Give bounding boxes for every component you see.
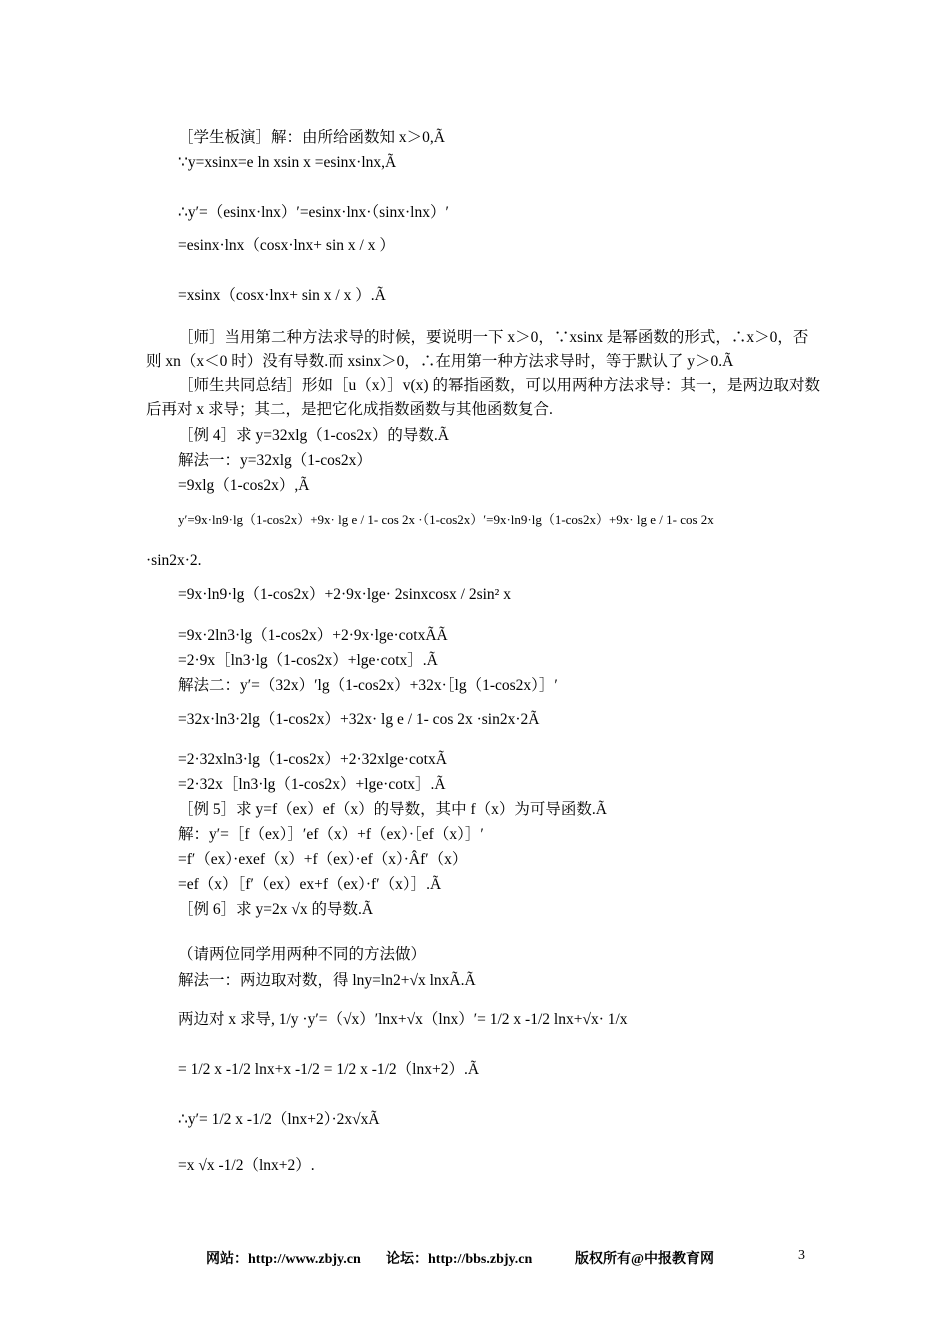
text-line: =esinx·lnx（cosx·lnx+ sin x / x ） [178,237,395,254]
text-line: =xsinx（cosx·lnx+ sin x / x ）.Ã [178,287,386,304]
text-line: 则 xn（x＜0 时）没有导数.而 xsinx＞0，∴在用第一种方法求导时，等于默认了 y＞0.Ã [146,353,734,370]
footer-site-link[interactable]: 网站：http://www.zbjy.cn [206,1252,361,1267]
text-line: =2·32xln3·lg（1-cos2x）+2·32xlge·cotxÃ [178,751,447,768]
text-line: =9x·ln9·lg（1-cos2x）+2·9x·lge· 2sinxcosx / 2sin² x [178,586,511,603]
text-line: ［例 5］求 y=f（ex）ef（x）的导数，其中 f（x）为可导函数.Ã [178,801,607,818]
text-line: （请两位同学用两种不同的方法做） [178,946,427,963]
footer-forum-link[interactable]: 论坛：http://bbs.zbjy.cn [386,1252,533,1267]
text-line: =9x·2ln3·lg（1-cos2x）+2·9x·lge·cotxÃÃ [178,627,448,644]
text-line: y′=9x·ln9·lg（1-cos2x）+9x· lg e / 1- cos 2x ·（1-cos2x）′=9x·ln9·lg（1-cos2x）+9x· lg e / 1- cos 2x [178,512,714,527]
footer-copyright: 版权所有@中报教育网 [575,1252,715,1267]
text-line: =9xlg（1-cos2x）,Ã [178,477,310,494]
text-line: =x √x -1/2（lnx+2）. [178,1157,315,1174]
text-line: ∴y′=（esinx·lnx）′=esinx·lnx·（sinx·lnx）′ [178,204,449,221]
page-number: 3 [798,1248,805,1263]
text-line: ［师］当用第二种方法求导的时候，要说明一下 x＞0，∵xsinx 是幂函数的形式，∴x＞0，否 [178,329,809,346]
text-line: =2·32x［ln3·lg（1-cos2x）+lge·cotx］.Ã [178,776,446,793]
text-line: =ef（x）［f′（ex）ex+f（ex）·f′（x）］.Ã [178,876,442,893]
text-line: 解法一：y=32xlg（1-cos2x） [178,452,372,469]
text-line: 解法一：两边取对数，得 lny=ln2+√x lnxÃ.Ã [178,972,476,989]
text-line: = 1/2 x -1/2 lnx+x -1/2 = 1/2 x -1/2（lnx+2）.Ã [178,1061,480,1078]
text-line: =32x·ln3·2lg（1-cos2x）+32x· lg e / 1- cos 2x ·sin2x·2Ã [178,711,540,728]
text-line: ∵y=xsinx=e ln xsin x =esinx·lnx,Ã [178,154,397,171]
text-line: =f′（ex）·exef（x）+f（ex）·ef（x）·Âf′（x） [178,851,468,868]
text-line: ［例 6］求 y=2x √x 的导数.Ã [178,901,374,918]
text-line: 后再对 x 求导；其二，是把它化成指数函数与其他函数复合. [146,401,553,418]
text-line: ［例 4］求 y=32xlg（1-cos2x）的导数.Ã [178,427,449,444]
text-line: ∴y′= 1/2 x -1/2（lnx+2）·2x√xÃ [178,1111,380,1128]
text-line: =2·9x［ln3·lg（1-cos2x）+lge·cotx］.Ã [178,652,438,669]
text-line: ［师生共同总结］形如［u（x）］v(x) 的幂指函数，可以用两种方法求导：其一，是两边取对数 [178,377,820,394]
text-line: 两边对 x 求导, 1/y ·y′=（√x）′lnx+√x（lnx）′= 1/2 x -1/2 lnx+√x· 1/x [178,1011,628,1028]
text-line: ·sin2x·2. [146,552,202,569]
text-line: 解法二：y′=（32x）′lg（1-cos2x）+32x·［lg（1-cos2x）］′ [178,677,558,694]
text-line: 解：y′=［f（ex）］′ef（x）+f（ex）·［ef（x）］′ [178,826,484,843]
text-line: ［学生板演］解：由所给函数知 x＞0,Ã [178,129,445,146]
